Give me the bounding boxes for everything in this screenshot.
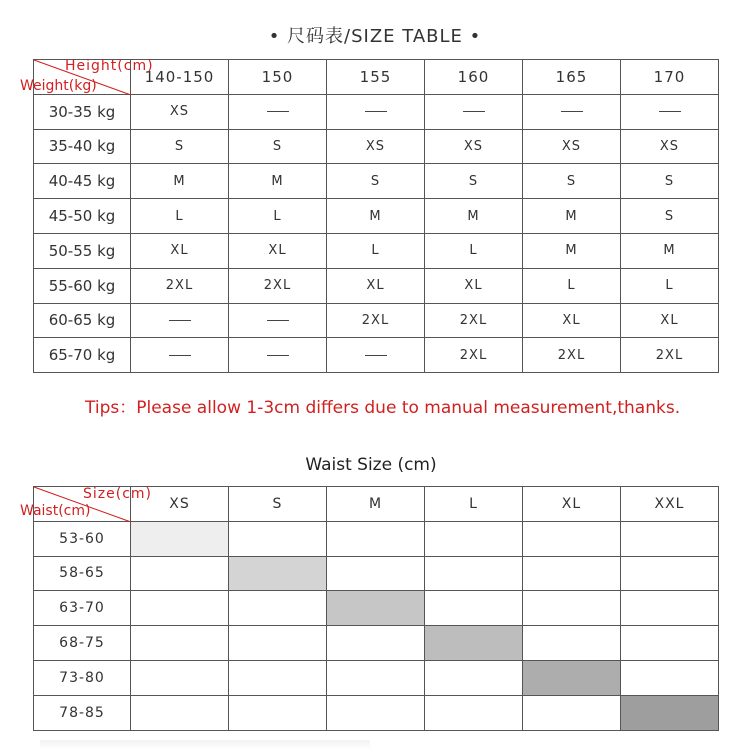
no-size-cell (327, 94, 425, 129)
size-header: XL (523, 487, 621, 522)
waist-range-cell: 63-70 (34, 591, 131, 626)
size-cell: L (229, 199, 327, 234)
weight-range-cell: 30-35 kg (34, 94, 131, 129)
waist-range-cell: 73-80 (34, 660, 131, 695)
weight-range-cell: 55-60 kg (34, 268, 131, 303)
waist-empty-cell (327, 521, 425, 556)
waist-range-cell: 68-75 (34, 626, 131, 661)
dash-icon (365, 355, 387, 356)
waist-empty-cell (131, 660, 229, 695)
waist-empty-cell (523, 521, 621, 556)
waist-table-header-row (34, 487, 719, 522)
height-header: 170 (621, 60, 719, 95)
size-cell: 2XL (425, 303, 523, 338)
no-size-cell (425, 94, 523, 129)
size-table-row (34, 338, 719, 373)
size-header: L (425, 487, 523, 522)
size-table-title: • 尺码表/SIZE TABLE • (268, 26, 482, 47)
waist-empty-cell (327, 660, 425, 695)
waist-empty-cell (131, 626, 229, 661)
waist-table-row (34, 660, 719, 695)
size-cell: M (229, 164, 327, 199)
waist-empty-cell (523, 626, 621, 661)
size-cell: S (131, 129, 229, 164)
size-cell: 2XL (621, 338, 719, 373)
waist-empty-cell (425, 591, 523, 626)
size-cell: S (621, 199, 719, 234)
no-size-cell (229, 338, 327, 373)
size-cell: L (621, 268, 719, 303)
dash-icon (169, 355, 191, 356)
size-cell: M (327, 199, 425, 234)
no-size-cell (523, 94, 621, 129)
size-cell: 2XL (327, 303, 425, 338)
size-cell: XS (327, 129, 425, 164)
weight-range-cell: 60-65 kg (34, 303, 131, 338)
waist-empty-cell (229, 591, 327, 626)
size-cell: 2XL (131, 268, 229, 303)
waist-empty-cell (229, 660, 327, 695)
height-header: 140-150 (131, 60, 229, 95)
size-cell: XS (523, 129, 621, 164)
height-header: 165 (523, 60, 621, 95)
waist-empty-cell (425, 695, 523, 730)
waist-empty-cell (425, 556, 523, 591)
corner-weight-label: Weight(kg) (20, 78, 97, 94)
waist-range-cell: 78-85 (34, 695, 131, 730)
size-cell: XL (131, 233, 229, 268)
dash-icon (267, 320, 289, 321)
size-cell: M (523, 199, 621, 234)
waist-empty-cell (131, 556, 229, 591)
waist-empty-cell (131, 695, 229, 730)
waist-empty-cell (621, 521, 719, 556)
size-cell: M (523, 233, 621, 268)
tips-text: Tips：Please allow 1-3cm differs due to manual measurement,thanks. (85, 398, 681, 418)
waist-match-cell (621, 695, 719, 730)
size-cell: XL (523, 303, 621, 338)
size-table-row (34, 129, 719, 164)
dash-icon (659, 111, 681, 112)
size-table (33, 59, 719, 373)
size-cell: S (621, 164, 719, 199)
waist-empty-cell (327, 626, 425, 661)
waist-empty-cell (229, 626, 327, 661)
waist-range-cell: 58-65 (34, 556, 131, 591)
waist-table-row (34, 556, 719, 591)
waist-empty-cell (621, 626, 719, 661)
size-table-row (34, 199, 719, 234)
size-cell: S (523, 164, 621, 199)
size-cell: XS (425, 129, 523, 164)
waist-empty-cell (229, 695, 327, 730)
waist-table-row (34, 695, 719, 730)
waist-empty-cell (523, 591, 621, 626)
dash-icon (169, 320, 191, 321)
size-cell: 2XL (425, 338, 523, 373)
waist-empty-cell (621, 556, 719, 591)
size-table-row (34, 94, 719, 129)
corner-height-label: Height(cm) (65, 58, 154, 74)
no-size-cell (621, 94, 719, 129)
waist-empty-cell (131, 591, 229, 626)
no-size-cell (229, 94, 327, 129)
size-cell: L (523, 268, 621, 303)
waist-match-cell (327, 591, 425, 626)
size-cell: XS (621, 129, 719, 164)
size-cell: S (327, 164, 425, 199)
height-header: 150 (229, 60, 327, 95)
waist-match-cell (131, 521, 229, 556)
dash-icon (267, 111, 289, 112)
weight-range-cell: 45-50 kg (34, 199, 131, 234)
size-cell: XL (621, 303, 719, 338)
waist-empty-cell (327, 695, 425, 730)
no-size-cell (327, 338, 425, 373)
waist-table-row (34, 591, 719, 626)
size-header: XS (131, 487, 229, 522)
waist-table-row (34, 626, 719, 661)
waist-empty-cell (327, 556, 425, 591)
size-table-row (34, 268, 719, 303)
size-table-row (34, 164, 719, 199)
waist-empty-cell (523, 695, 621, 730)
waist-empty-cell (621, 660, 719, 695)
size-cell: L (131, 199, 229, 234)
size-cell: M (425, 199, 523, 234)
size-cell: XL (327, 268, 425, 303)
size-cell: M (621, 233, 719, 268)
waist-match-cell (523, 660, 621, 695)
height-header: 155 (327, 60, 425, 95)
no-size-cell (131, 303, 229, 338)
weight-range-cell: 40-45 kg (34, 164, 131, 199)
size-cell: L (327, 233, 425, 268)
size-header: M (327, 487, 425, 522)
dash-icon (365, 111, 387, 112)
size-cell: XL (229, 233, 327, 268)
corner-size-label: Size(cm) (83, 486, 152, 502)
waist-table (33, 486, 719, 731)
waist-empty-cell (425, 521, 523, 556)
no-size-cell (131, 338, 229, 373)
size-cell: XL (425, 268, 523, 303)
size-cell: XS (131, 94, 229, 129)
waist-table-row (34, 521, 719, 556)
waist-empty-cell (621, 591, 719, 626)
size-cell: 2XL (523, 338, 621, 373)
waist-table-title: Waist Size (cm) (305, 455, 437, 475)
waist-match-cell (425, 626, 523, 661)
cropped-footer-fade (40, 740, 370, 750)
size-cell: 2XL (229, 268, 327, 303)
waist-range-cell: 53-60 (34, 521, 131, 556)
size-cell: S (425, 164, 523, 199)
waist-empty-cell (425, 660, 523, 695)
height-header: 160 (425, 60, 523, 95)
size-cell: L (425, 233, 523, 268)
size-cell: S (229, 129, 327, 164)
size-table-row (34, 303, 719, 338)
waist-empty-cell (523, 556, 621, 591)
size-header: XXL (621, 487, 719, 522)
dash-icon (463, 111, 485, 112)
size-table-row (34, 233, 719, 268)
waist-match-cell (229, 556, 327, 591)
corner-waist-label: Waist(cm) (20, 503, 91, 519)
waist-empty-cell (229, 521, 327, 556)
weight-range-cell: 65-70 kg (34, 338, 131, 373)
dash-icon (267, 355, 289, 356)
no-size-cell (229, 303, 327, 338)
size-header: S (229, 487, 327, 522)
size-cell: M (131, 164, 229, 199)
weight-range-cell: 50-55 kg (34, 233, 131, 268)
dash-icon (561, 111, 583, 112)
weight-range-cell: 35-40 kg (34, 129, 131, 164)
size-table-header-row (34, 60, 719, 95)
